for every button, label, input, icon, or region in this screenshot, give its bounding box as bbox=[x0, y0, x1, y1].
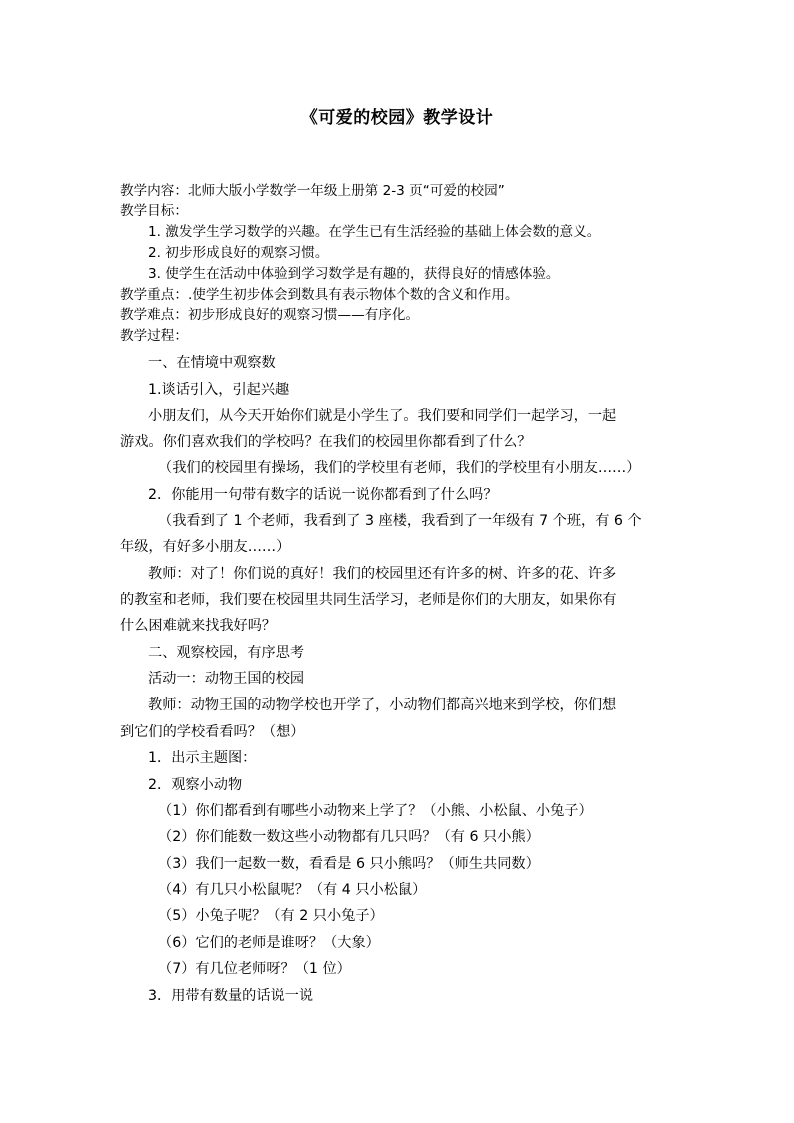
section-heading: 一、在情境中观察数 bbox=[148, 355, 276, 371]
paragraph-line: 的教室和老师，我们要在校园里共同生活学习，老师是你们的大朋友，如果你有 bbox=[120, 592, 617, 608]
question-item: （6）它们的老师是谁呀？（大象） bbox=[158, 935, 380, 951]
paragraph-line: 什么困难就来找我好吗？ bbox=[120, 618, 277, 634]
goal-item: 1. 激发学生学习数学的兴趣。在学生已有生活经验的基础上体会数的意义。 bbox=[148, 224, 601, 240]
paragraph-line: 到它们的学校看看吗？（想） bbox=[120, 724, 305, 740]
goals-heading: 教学目标： bbox=[120, 203, 188, 219]
activity-heading: 活动一：动物王国的校园 bbox=[148, 671, 305, 687]
key-point: 教学重点：.使学生初步体会到数具有表示物体个数的含义和作用。 bbox=[120, 287, 519, 303]
question-item: （1）你们都看到有哪些小动物来上学了？（小熊、小松鼠、小兔子） bbox=[158, 803, 593, 819]
step-heading: 2．观察小动物 bbox=[148, 777, 243, 793]
paragraph-line: 游戏。你们喜欢我们的学校吗？在我们的校园里你都看到了什么？ bbox=[120, 434, 532, 450]
paragraph-line: 小朋友们，从今天开始你们就是小学生了。我们要和同学们一起学习，一起 bbox=[148, 408, 617, 424]
question-item: （2）你们能数一数这些小动物都有几只吗？（有 6 只小熊） bbox=[158, 829, 540, 845]
teaching-content: 教学内容：北师大版小学数学一年级上册第 2-3 页“可爱的校园” bbox=[120, 183, 505, 199]
process-heading: 教学过程： bbox=[120, 328, 188, 344]
question-item: （4）有几只小松鼠呢？（有 4 只小松鼠） bbox=[158, 882, 427, 898]
step-heading: 2．你能用一句带有数字的话说一说你都看到了什么吗？ bbox=[148, 487, 498, 503]
paragraph-line: （我们的校园里有操场，我们的学校里有老师，我们的学校里有小朋友……） bbox=[158, 460, 641, 476]
section-heading: 二、观察校园，有序思考 bbox=[148, 645, 305, 661]
goal-item: 2. 初步形成良好的观察习惯。 bbox=[148, 245, 329, 261]
paragraph-line: 教师：动物王国的动物学校也开学了，小动物们都高兴地来到学校，你们想 bbox=[148, 697, 617, 713]
step-heading: 3．用带有数量的话说一说 bbox=[148, 988, 314, 1004]
question-item: （3）我们一起数一数，看看是 6 只小熊吗？（师生共同数） bbox=[158, 856, 540, 872]
paragraph-line: 教师：对了！你们说的真好！我们的校园里还有许多的树、许多的花、许多 bbox=[148, 566, 617, 582]
question-item: （5）小兔子呢？（有 2 只小兔子） bbox=[158, 908, 384, 924]
difficulty: 教学难点：初步形成良好的观察习惯——有序化。 bbox=[120, 307, 420, 323]
step-heading: 1．出示主题图： bbox=[148, 750, 257, 766]
paragraph-line: （我看到了 1 个老师，我看到了 3 座楼，我看到了一年级有 7 个班，有 6 个 bbox=[158, 513, 642, 529]
step-heading: 1.谈话引入，引起兴趣 bbox=[148, 382, 290, 398]
document-title: 《可爱的校园》教学设计 bbox=[300, 108, 494, 128]
question-item: （7）有几位老师呀？（1 位） bbox=[158, 961, 351, 977]
goal-item: 3. 使学生在活动中体验到学习数学是有趣的，获得良好的情感体验。 bbox=[148, 266, 560, 282]
paragraph-line: 年级，有好多小朋友……） bbox=[120, 539, 291, 555]
